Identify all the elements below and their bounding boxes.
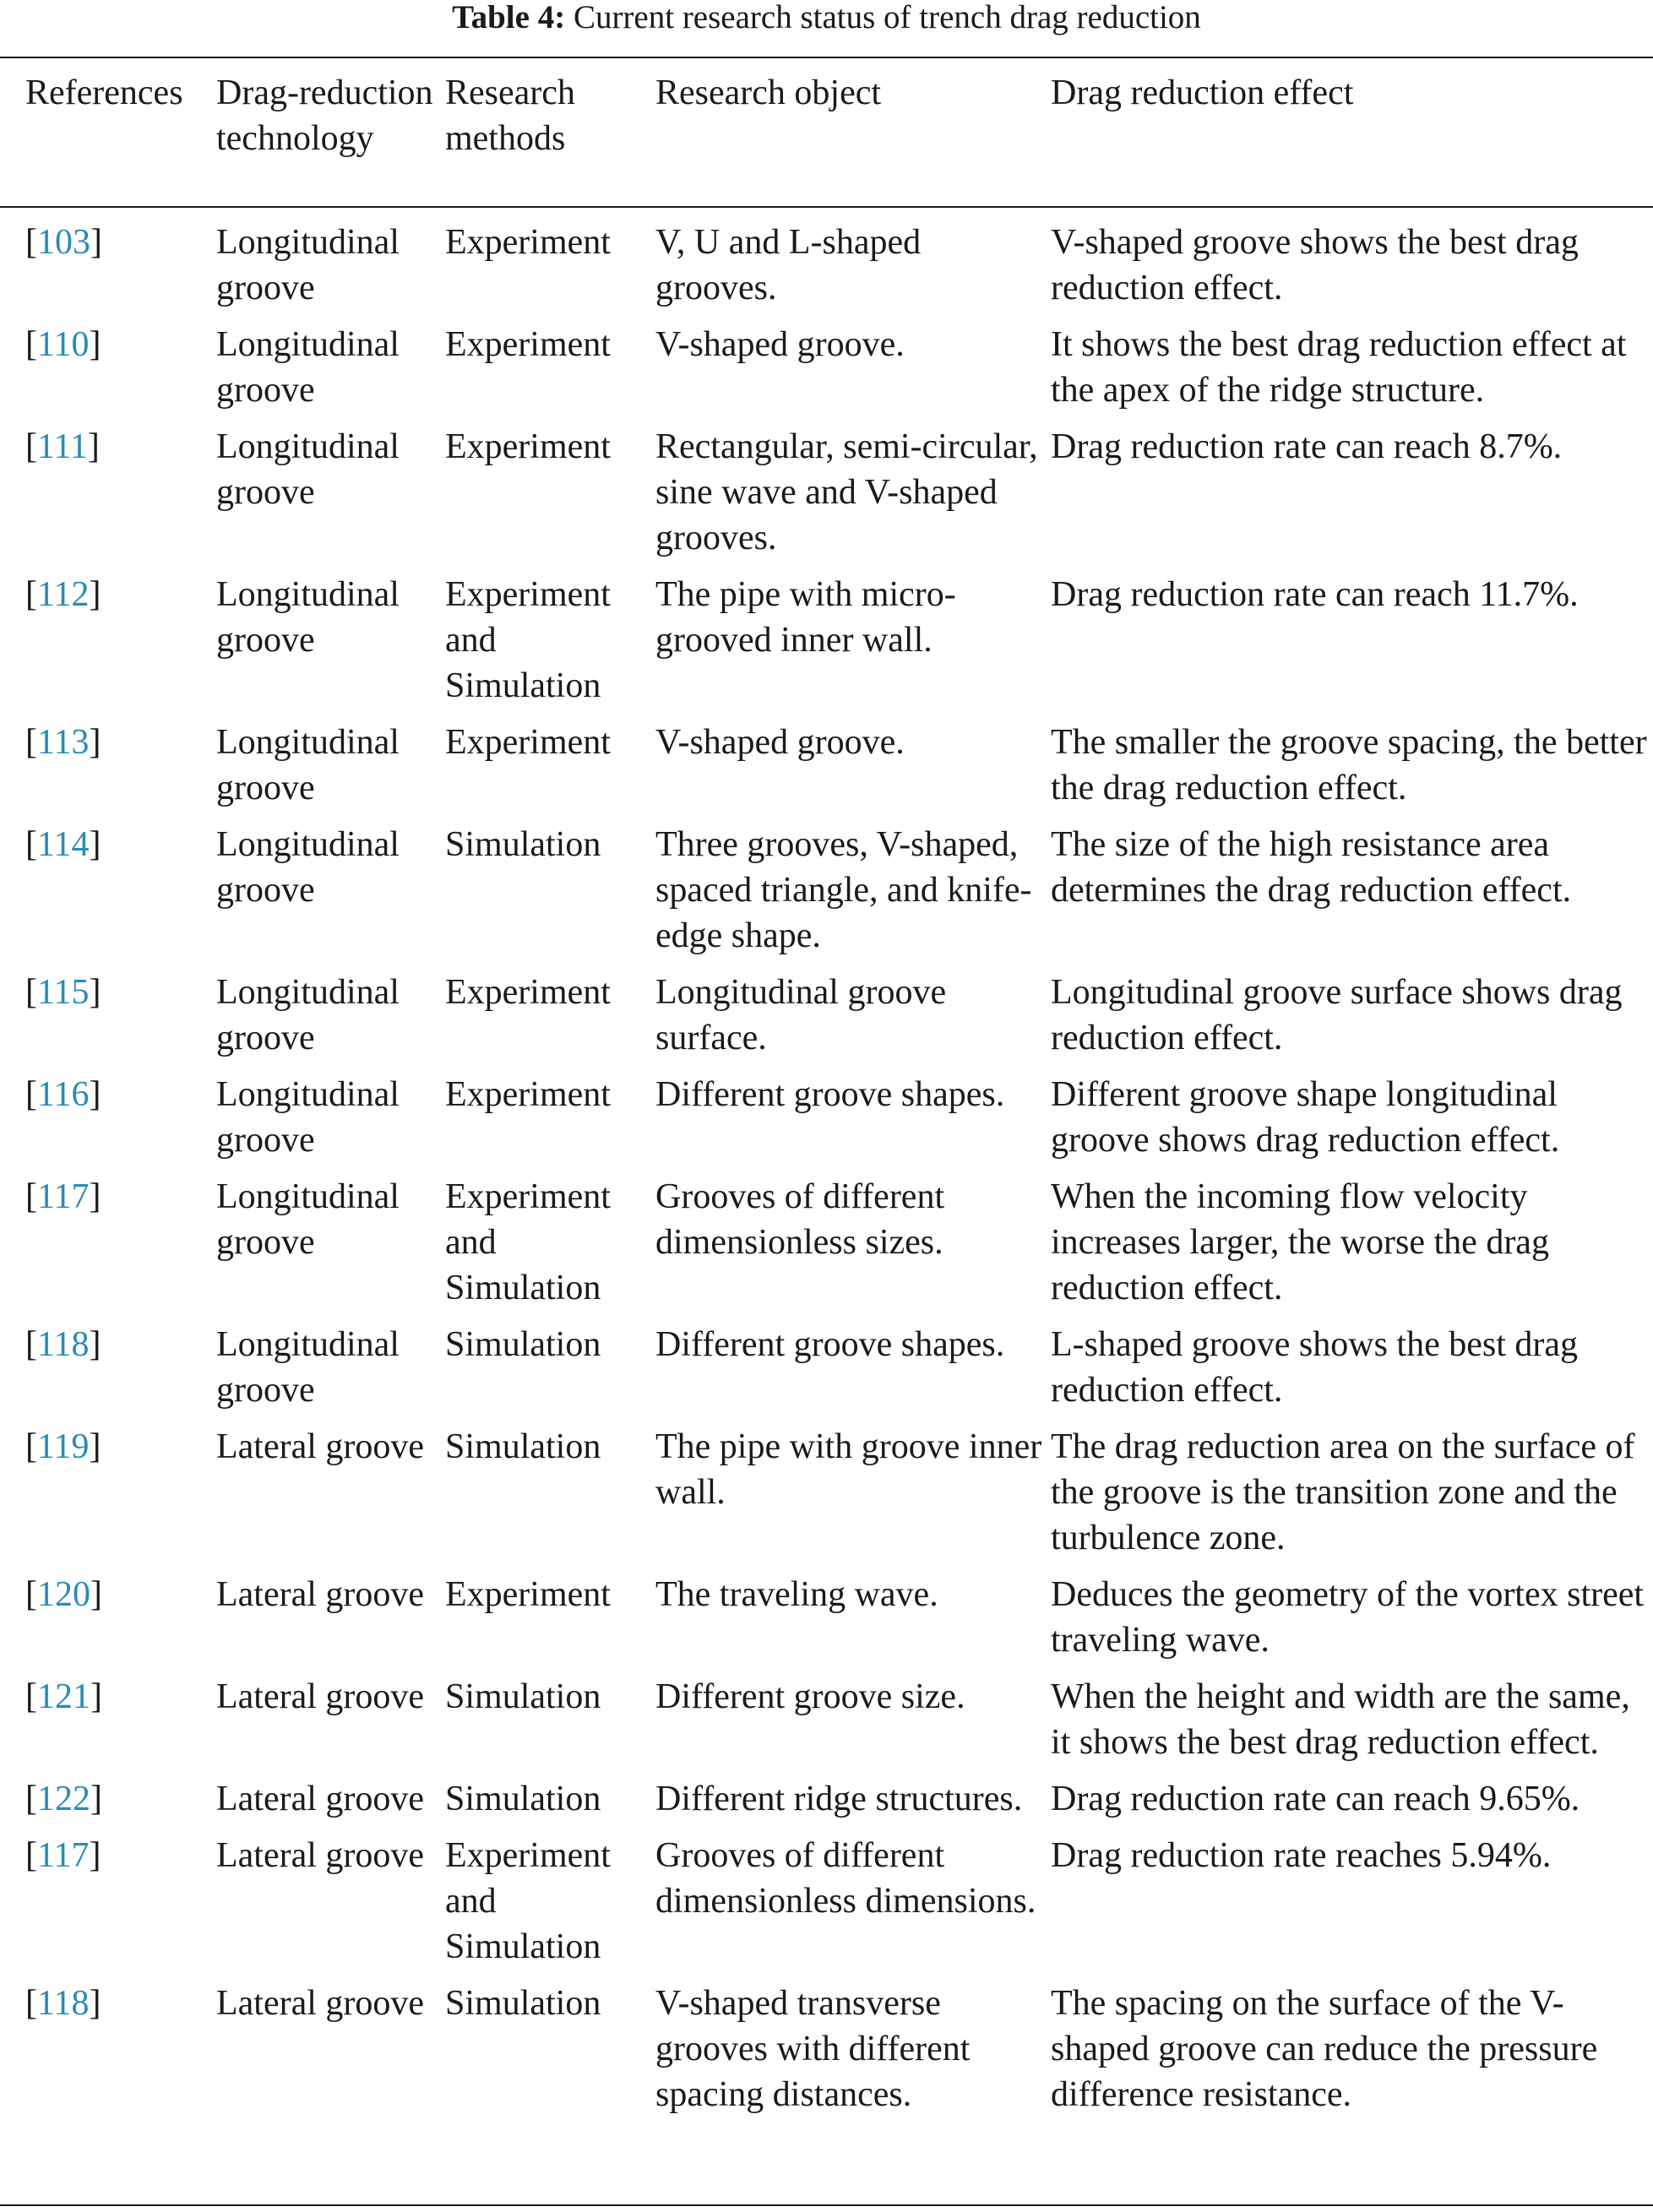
cell-object: Different groove shapes. <box>655 1325 1005 1364</box>
table-body <box>0 206 1653 2128</box>
cell-reference: [119] <box>25 1427 101 1466</box>
cell-effect: V-shaped groove shows the best drag reduction effect. <box>1051 223 1579 307</box>
reference-link[interactable]: 115 <box>37 973 90 1012</box>
cell-technology: Longitudinal groove <box>216 1177 400 1262</box>
cell-effect: Longitudinal groove surface shows drag reduction effect. <box>1051 973 1623 1057</box>
cell-method: Experiment and Simulation <box>445 575 611 705</box>
cell-reference: [120] <box>25 1575 102 1614</box>
cell-reference: [112] <box>25 575 101 614</box>
cell-technology: Lateral groove <box>216 1427 425 1466</box>
cell-effect: Drag reduction rate can reach 8.7%. <box>1051 427 1563 466</box>
cell-technology: Lateral groove <box>216 1836 425 1875</box>
cell-technology: Lateral groove <box>216 1677 425 1716</box>
header-methods: Research methods <box>445 73 575 158</box>
reference-link[interactable]: 117 <box>37 1836 90 1875</box>
cell-technology: Longitudinal groove <box>216 825 400 910</box>
reference-link[interactable]: 119 <box>37 1427 90 1466</box>
table-row <box>0 424 1653 572</box>
header-object: Research object <box>655 73 882 112</box>
cell-method: Experiment <box>445 427 611 466</box>
cell-effect: The smaller the groove spacing, the better the drag reduction effect. <box>1051 723 1647 807</box>
reference-link[interactable]: 122 <box>37 1780 90 1818</box>
cell-object: Rectangular, semi-circular, sine wave and V-shaped grooves. <box>655 427 1038 557</box>
cell-method: Simulation <box>445 1780 601 1818</box>
cell-technology: Lateral groove <box>216 1984 425 2023</box>
cell-effect: It shows the best drag reduction effect at the apex of the ridge structure. <box>1051 325 1627 410</box>
cell-effect: The spacing on the surface of the V-shaped groove can reduce the pressure difference resistance. <box>1051 1984 1598 2114</box>
cell-object: V, U and L-shaped grooves. <box>655 223 922 307</box>
caption-text: Current research status of trench drag reduction <box>573 0 1201 35</box>
cell-object: Different groove shapes. <box>655 1075 1005 1114</box>
cell-effect: Drag reduction rate can reach 11.7%. <box>1051 575 1579 614</box>
cell-object: The pipe with micro-grooved inner wall. <box>655 575 956 660</box>
reference-link[interactable]: 110 <box>37 325 90 364</box>
table-row <box>0 1572 1653 1674</box>
cell-reference: [110] <box>25 325 101 364</box>
cell-reference: [114] <box>25 825 101 864</box>
cell-reference: [115] <box>25 973 101 1012</box>
cell-method: Experiment <box>445 973 611 1012</box>
reference-link[interactable]: 117 <box>37 1177 90 1216</box>
cell-object: Grooves of different dimensionless sizes. <box>655 1177 945 1262</box>
cell-reference: [121] <box>25 1677 102 1716</box>
reference-link[interactable]: 114 <box>37 825 90 864</box>
cell-reference: [122] <box>25 1780 102 1818</box>
cell-reference: [118] <box>25 1984 101 2023</box>
cell-object: The pipe with groove inner wall. <box>655 1427 1042 1512</box>
cell-method: Experiment <box>445 1075 611 1114</box>
table-header-row <box>0 58 1653 206</box>
table-row <box>0 1981 1653 2128</box>
cell-object: Different groove size. <box>655 1677 965 1716</box>
cell-object: Longitudinal groove surface. <box>655 973 947 1057</box>
cell-object: V-shaped transverse grooves with different spacing distances. <box>655 1984 971 2114</box>
cell-technology: Longitudinal groove <box>216 427 400 512</box>
cell-reference: [116] <box>25 1075 101 1114</box>
table-row <box>0 1174 1653 1322</box>
table-row <box>0 970 1653 1072</box>
cell-method: Experiment <box>445 325 611 364</box>
table-row <box>0 1833 1653 1981</box>
cell-object: V-shaped groove. <box>655 723 905 762</box>
cell-technology: Longitudinal groove <box>216 723 400 807</box>
cell-technology: Longitudinal groove <box>216 973 400 1057</box>
reference-link[interactable]: 111 <box>37 427 88 466</box>
table-row <box>0 1674 1653 1776</box>
cell-effect: L-shaped groove shows the best drag reduction effect. <box>1051 1325 1579 1410</box>
header-effect: Drag reduction effect <box>1051 73 1354 112</box>
cell-method: Simulation <box>445 1325 601 1364</box>
cell-reference: [118] <box>25 1325 101 1364</box>
cell-technology: Lateral groove <box>216 1780 425 1818</box>
cell-effect: When the incoming flow velocity increases larger, the worse the drag reduction effect. <box>1051 1177 1549 1307</box>
research-status-table <box>0 58 1653 2128</box>
cell-effect: Drag reduction rate reaches 5.94%. <box>1051 1836 1552 1875</box>
cell-object: V-shaped groove. <box>655 325 905 364</box>
reference-link[interactable]: 118 <box>37 1325 90 1364</box>
table-bottom-rule <box>0 2204 1653 2206</box>
cell-method: Experiment <box>445 1575 611 1614</box>
cell-method: Simulation <box>445 1427 601 1466</box>
table-row <box>0 322 1653 424</box>
reference-link[interactable]: 116 <box>37 1075 90 1114</box>
cell-technology: Longitudinal groove <box>216 1325 400 1410</box>
cell-effect: Drag reduction rate can reach 9.65%. <box>1051 1780 1580 1818</box>
cell-technology: Longitudinal groove <box>216 223 400 307</box>
table-row <box>0 206 1653 322</box>
cell-reference: [111] <box>25 427 100 466</box>
cell-object: Different ridge structures. <box>655 1780 1023 1818</box>
table-row <box>0 1424 1653 1572</box>
cell-effect: The size of the high resistance area determines the drag reduction effect. <box>1051 825 1572 910</box>
cell-object: Grooves of different dimensionless dimensions. <box>655 1836 1036 1921</box>
cell-object: Three grooves, V-shaped, spaced triangle, and knife-edge shape. <box>655 825 1032 955</box>
reference-link[interactable]: 113 <box>37 723 90 762</box>
reference-link[interactable]: 118 <box>37 1984 90 2023</box>
reference-link[interactable]: 103 <box>37 223 90 262</box>
header-technology: Drag-reduction technology <box>216 73 433 158</box>
cell-object: The traveling wave. <box>655 1575 938 1614</box>
table-row <box>0 572 1653 720</box>
table-row <box>0 1072 1653 1174</box>
reference-link[interactable]: 121 <box>37 1677 90 1716</box>
table-row <box>0 1322 1653 1424</box>
cell-reference: [103] <box>25 223 102 262</box>
header-references: References <box>25 73 183 112</box>
cell-reference: [117] <box>25 1177 101 1216</box>
cell-effect: The drag reduction area on the surface of the groove is the transition zone and the turbulence zone. <box>1051 1427 1635 1557</box>
reference-link[interactable]: 120 <box>37 1575 90 1614</box>
table-row <box>0 822 1653 970</box>
table-caption <box>0 0 1653 35</box>
cell-effect: Different groove shape longitudinal groove shows drag reduction effect. <box>1051 1075 1560 1160</box>
cell-method: Experiment <box>445 223 611 262</box>
table-row <box>0 1776 1653 1833</box>
cell-method: Simulation <box>445 1984 601 2023</box>
caption-label: Table 4: <box>452 0 566 35</box>
reference-link[interactable]: 112 <box>37 575 90 614</box>
cell-method: Simulation <box>445 825 601 864</box>
cell-method: Experiment and Simulation <box>445 1836 611 1966</box>
cell-effect: When the height and width are the same, it shows the best drag reduction effect. <box>1051 1677 1630 1762</box>
cell-effect: Deduces the geometry of the vortex street traveling wave. <box>1051 1575 1645 1660</box>
cell-method: Simulation <box>445 1677 601 1716</box>
cell-reference: [117] <box>25 1836 101 1875</box>
cell-method: Experiment <box>445 723 611 762</box>
table-row <box>0 720 1653 822</box>
cell-technology: Longitudinal groove <box>216 575 400 660</box>
cell-method: Experiment and Simulation <box>445 1177 611 1307</box>
cell-technology: Lateral groove <box>216 1575 425 1614</box>
cell-technology: Longitudinal groove <box>216 1075 400 1160</box>
cell-technology: Longitudinal groove <box>216 325 400 410</box>
cell-reference: [113] <box>25 723 101 762</box>
